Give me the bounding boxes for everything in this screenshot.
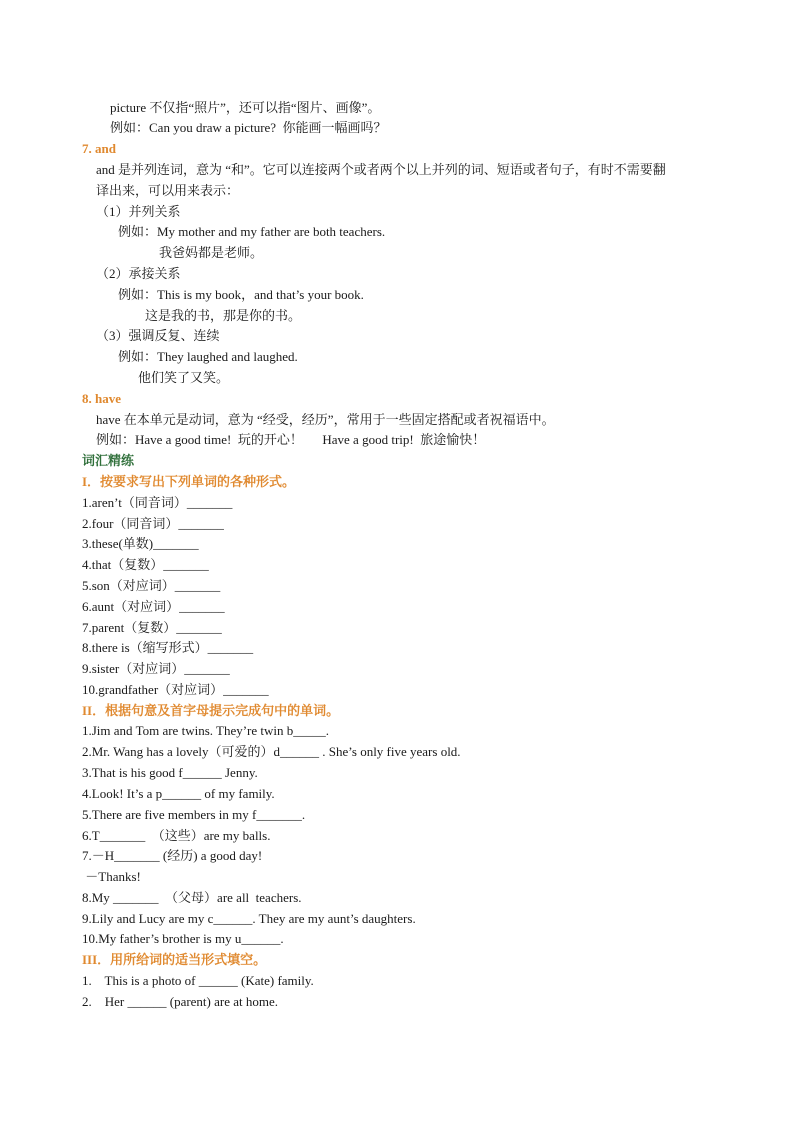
section2-item: 5.There are five members in my f_______. [82, 807, 306, 822]
section2-item: 9.Lily and Lucy are my c______. They are my aunt’s daughters. [82, 911, 416, 926]
item7-sub3-label: （3）强调反复、连续 [96, 328, 220, 343]
section1-item: 5.son（对应词）_______ [82, 578, 221, 593]
item7-sub2-label: （2）承接关系 [96, 266, 181, 281]
item8-heading: 8. have [82, 391, 121, 406]
section1-item: 10.grandfather（对应词）_______ [82, 682, 269, 697]
section1-item: 1.aren’t（同音词）_______ [82, 495, 233, 510]
section3-item: 2. Her ______ (parent) are at home. [82, 994, 279, 1009]
item7-sub1-example: 例如：My mother and my father are both teachers. [118, 224, 386, 239]
item7-sub2-translation: 这是我的书，那是你的书。 [145, 308, 302, 323]
section2-item: 1.Jim and Tom are twins. They’re twin b_____. [82, 723, 330, 738]
section2-item: 8.My _______ （父母）are all teachers. [82, 890, 302, 905]
picture-example: 例如：Can you draw a picture? 你能画一幅画吗？ [110, 120, 387, 135]
section1-item: 8.there is（缩写形式）_______ [82, 640, 254, 655]
item7-sub2-example: 例如：This is my book，and that’s your book. [118, 287, 364, 302]
section1-item: 9.sister（对应词）_______ [82, 661, 230, 676]
section1-item: 7.parent（复数）_______ [82, 620, 222, 635]
practice-title: 词汇精练 [82, 453, 135, 468]
section3-item: 1. This is a photo of ______ (Kate) family. [82, 973, 314, 988]
item7-sub3-translation: 他们笑了又笑。 [138, 370, 230, 385]
picture-note: picture 不仅指“照片”，还可以指“图片、画像”。 [110, 100, 381, 115]
section2-item: 10.My father’s brother is my u______. [82, 931, 284, 946]
section2-item: 2.Mr. Wang has a lovely（可爱的）d______ . She’s only five years old. [82, 744, 461, 759]
item7-heading: 7. and [82, 141, 116, 156]
section2-item: 7.－H_______ (经历) a good day! [82, 848, 263, 863]
item7-desc-line2: 译出来，可以用来表示： [96, 183, 240, 198]
section3-title: III．用所给词的适当形式填空。 [82, 952, 267, 967]
item7-sub3-example: 例如：They laughed and laughed. [118, 349, 298, 364]
section1-item: 6.aunt（对应词）_______ [82, 599, 225, 614]
item8-example: 例如：Have a good time! 玩的开心！ Have a good trip! 旅途愉快！ [96, 432, 486, 447]
item7-sub1-translation: 我爸妈都是老师。 [159, 245, 264, 260]
section2-item: －Thanks! [82, 869, 141, 884]
section1-title: I．按要求写出下列单词的各种形式。 [82, 474, 296, 489]
item7-sub1-label: （1）并列关系 [96, 204, 181, 219]
section2-title: II．根据句意及首字母提示完成句中的单词。 [82, 703, 340, 718]
item8-desc: have 在本单元是动词，意为 “经受，经历”，常用于一些固定搭配或者祝福语中。 [96, 412, 555, 427]
section1-item: 2.four（同音词）_______ [82, 516, 224, 531]
section1-item: 3.these(单数)_______ [82, 536, 199, 551]
section2-item: 4.Look! It’s a p______ of my family. [82, 786, 275, 801]
section2-item: 6.T_______ （这些）are my balls. [82, 828, 271, 843]
section1-item: 4.that（复数）_______ [82, 557, 209, 572]
section2-item: 3.That is his good f______ Jenny. [82, 765, 258, 780]
item7-desc-line1: and 是并列连词，意为 “和”。它可以连接两个或者两个以上并列的词、短语或者句子，有时不需要翻 [96, 162, 666, 177]
